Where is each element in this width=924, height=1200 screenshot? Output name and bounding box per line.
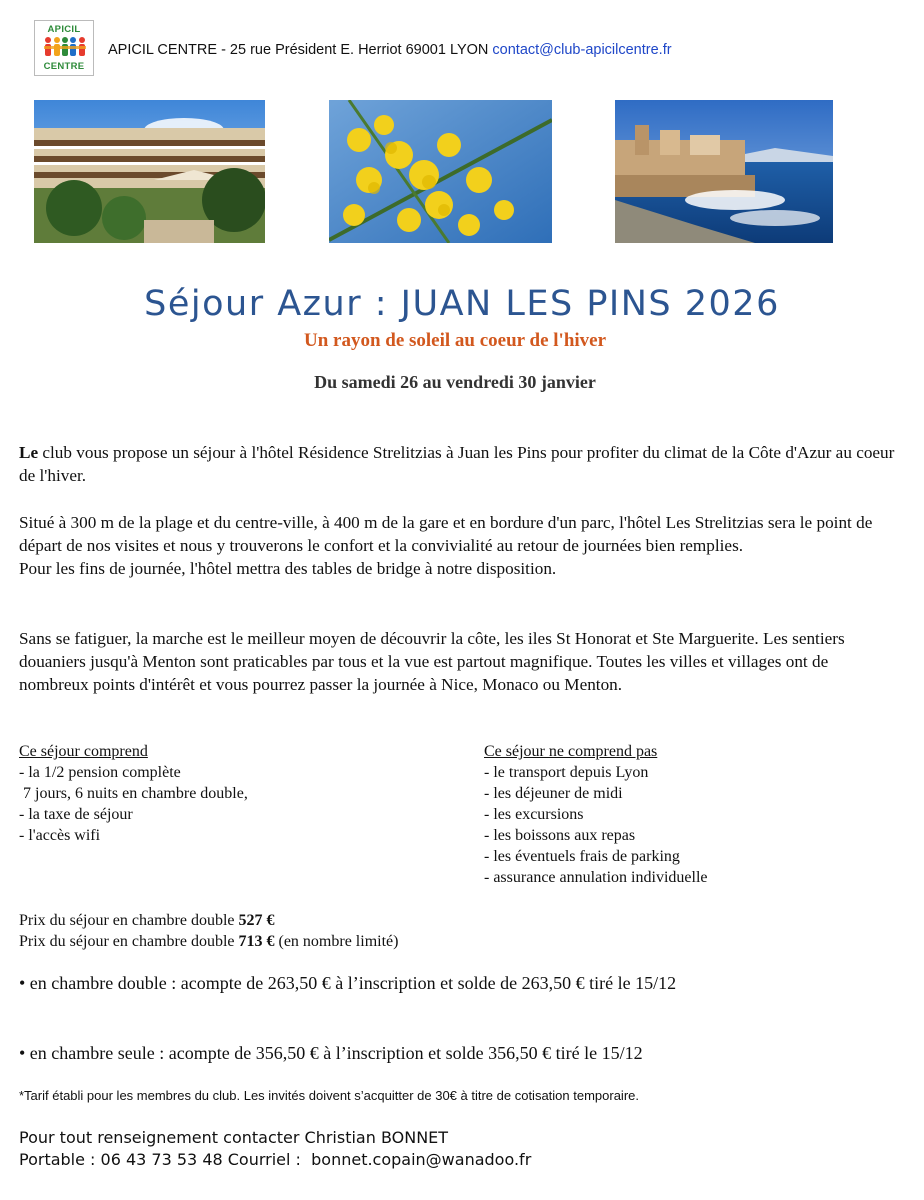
walking-paragraph: Sans se fatiguer, la marche est le meilleur moyen de découvrir la côte, les iles St Honorat et Ste Marguerite. Les sentiers douaniers jusqu'à Menton sont praticables par tous et la vue est partout magnifique. Toutes les villes et villages ont de nombreux points d'intérêt et vous pourrez passer la journée à Nice, Monaco ou Menton. <box>19 629 845 694</box>
logo-text-top: APICIL <box>47 24 81 35</box>
price-note: (en nombre limité) <box>274 933 399 950</box>
page-title: Séjour Azur : JUAN LES PINS 2026 <box>144 284 780 324</box>
list-item: - les boissons aux repas <box>484 827 636 844</box>
address-text: APICIL CENTRE - 25 rue Président E. Herriot 69001 LYON <box>108 42 489 58</box>
antibes-coast-photo <box>615 100 833 243</box>
includes-heading: Ce séjour comprend <box>19 743 148 760</box>
contact-line: Pour tout renseignement contacter Christian BONNET <box>19 1128 449 1147</box>
bridge-note: Pour les fins de journée, l'hôtel mettra des tables de bridge à notre disposition. <box>19 559 557 578</box>
intro-paragraph <box>19 441 899 487</box>
list-item: - les excursions <box>484 806 584 823</box>
stay-dates: Du samedi 26 au vendredi 30 janvier <box>314 372 596 392</box>
includes-list <box>19 741 319 846</box>
list-item: - les éventuels frais de parking <box>484 848 680 865</box>
hotel-photo <box>34 100 265 243</box>
tariff-footnote: *Tarif établi pour les membres du club. Les invités doivent s’acquitter de 30€ à titre de cotisation temporaire. <box>19 1088 639 1103</box>
list-item: 7 jours, 6 nuits en chambre double, <box>19 785 248 802</box>
price-double <box>19 910 275 931</box>
list-item: - l'accès wifi <box>19 827 101 844</box>
list-item: - assurance annulation individuelle <box>484 869 708 886</box>
hotel-paragraph <box>19 511 899 580</box>
list-item: - la taxe de séjour <box>19 806 133 823</box>
page-subtitle: Un rayon de soleil au coeur de l'hiver <box>303 330 607 351</box>
club-logo <box>34 20 94 76</box>
list-item: - les déjeuner de midi <box>484 785 623 802</box>
contact-phone-email: Portable : 06 43 73 53 48 Courriel : bonnet.copain@wanadoo.fr <box>19 1150 532 1169</box>
excludes-heading: Ce séjour ne comprend pas <box>484 743 658 760</box>
price-label: Prix du séjour en chambre double <box>19 912 239 929</box>
list-item: - le transport depuis Lyon <box>484 764 649 781</box>
price-label: Prix du séjour en chambre double <box>19 933 239 950</box>
logo-people-icon <box>43 36 87 58</box>
list-item: - la 1/2 pension complète <box>19 764 181 781</box>
price-value: 527 € <box>238 912 275 929</box>
header-address-line <box>108 42 672 58</box>
contact-email-link[interactable]: contact@club-apicilcentre.fr <box>492 42 672 58</box>
logo-text-bottom: CENTRE <box>43 61 85 72</box>
excludes-list <box>484 741 904 888</box>
intro-lead: Le <box>19 443 39 462</box>
mimosa-photo <box>329 100 552 243</box>
deposit-single-room: • en chambre seule : acompte de 356,50 € à l’inscription et solde 356,50 € tiré le 15/12 <box>19 1043 643 1063</box>
price-value: 713 € <box>238 933 275 950</box>
intro-text: club vous propose un séjour à l'hôtel Résidence Strelitzias à Juan les Pins pour profiter du climat de la Côte d'Azur au coeur de l'hiver. <box>19 443 895 485</box>
deposit-double-room: • en chambre double : acompte de 263,50 € à l’inscription et solde de 263,50 € tiré le 15/12 <box>19 973 677 993</box>
price-double-limited <box>19 931 398 952</box>
hotel-description: Situé à 300 m de la plage et du centre-ville, à 400 m de la gare et en bordure d'un parc, l'hôtel Les Strelitzias sera le point de départ de nos visites et nous y trouverons le confort et la convivialité au retour de journées bien remplies. <box>19 513 873 555</box>
